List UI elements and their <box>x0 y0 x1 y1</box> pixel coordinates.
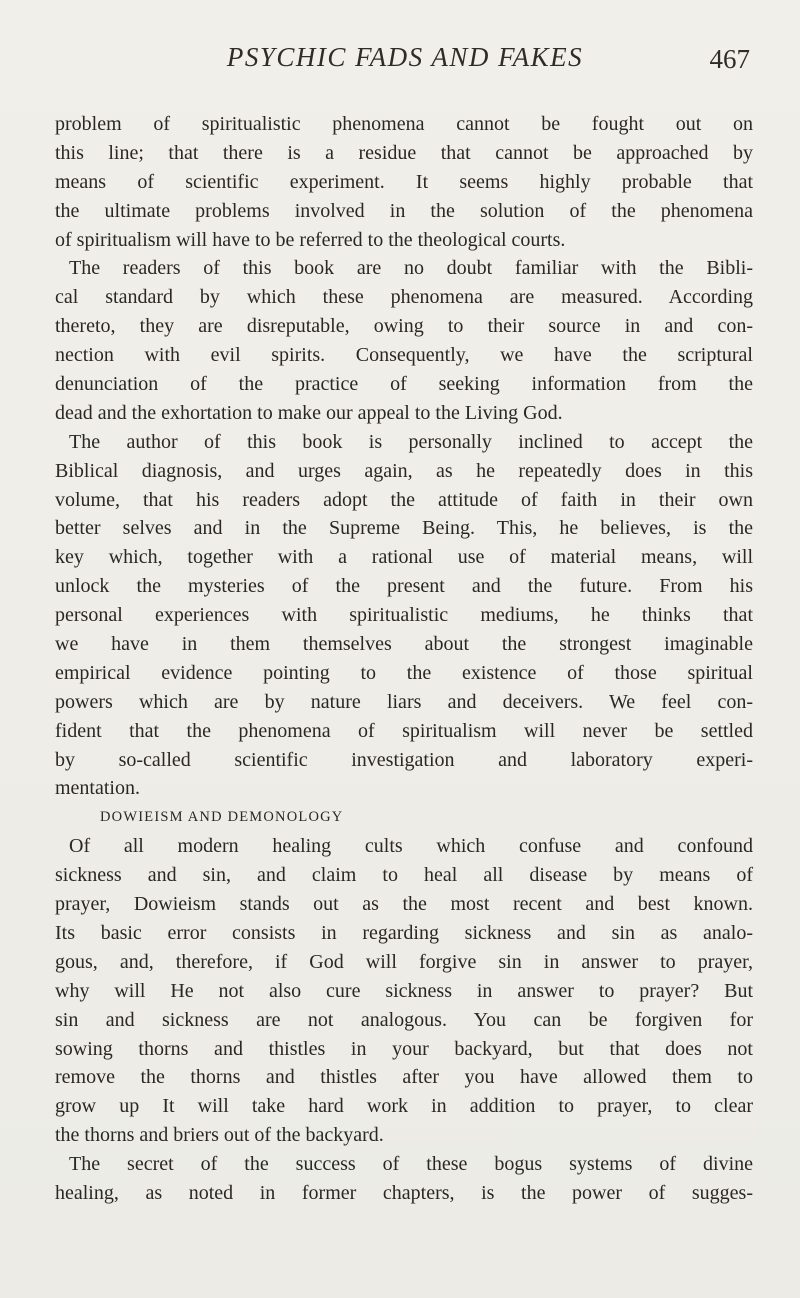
text-line: means of scientific experiment. It seems highly probable that <box>55 170 753 193</box>
text-line: nection with evil spirits. Consequently, we have the scriptural <box>55 344 753 367</box>
text-line: powers which are by nature liars and deceivers. We feel con- <box>55 690 753 713</box>
text-line: sowing thorns and thistles in your backyard, but that does not <box>55 1037 753 1060</box>
text-line: remove the thorns and thistles after you have allowed them to <box>55 1066 753 1089</box>
text-line: volume, that his readers adopt the attitude of faith in their own <box>55 488 753 511</box>
text-line: dead and the exhortation to make our appeal to the Living God. <box>55 401 563 424</box>
text-line: The readers of this book are no doubt familiar with the Bibli- <box>69 257 753 280</box>
text-line: why will He not also cure sickness in answer to prayer? But <box>55 979 753 1002</box>
page-header <box>60 42 750 82</box>
body-text <box>55 110 753 1208</box>
text-line: the thorns and briers out of the backyard. <box>55 1124 384 1147</box>
text-line: The author of this book is personally inclined to accept the <box>69 430 753 453</box>
page-number: 467 <box>709 44 750 74</box>
text-line: of spiritualism will have to be referred to the theological courts. <box>55 228 566 251</box>
text-line: empirical evidence pointing to the existence of those spiritual <box>55 661 753 684</box>
text-line: thereto, they are disreputable, owing to their source in and con- <box>55 315 753 338</box>
section-heading: DOWIEISM AND DEMONOLOGY <box>100 809 344 826</box>
text-line: fident that the phenomena of spiritualism will never be settled <box>55 719 753 742</box>
text-line: the ultimate problems involved in the solution of the phenomena <box>55 199 753 222</box>
text-line: better selves and in the Supreme Being. This, he believes, is the <box>55 517 753 540</box>
text-line: unlock the mysteries of the present and the future. From his <box>55 575 753 598</box>
text-line: problem of spiritualistic phenomena cannot be fought out on <box>55 113 753 135</box>
text-line: key which, together with a rational use of material means, will <box>55 546 753 569</box>
text-line: grow up It will take hard work in addition to prayer, to clear <box>55 1095 753 1118</box>
text-line: mentation. <box>55 777 140 800</box>
text-line: cal standard by which these phenomena are measured. According <box>55 286 753 309</box>
text-line: gous, and, therefore, if God will forgive sin in answer to prayer, <box>55 950 753 973</box>
text-line: The secret of the success of these bogus systems of divine <box>69 1153 753 1176</box>
text-line: personal experiences with spiritualistic mediums, he thinks that <box>55 604 753 627</box>
running-title: PSYCHIC FADS AND FAKES <box>226 42 584 72</box>
text-line: Biblical diagnosis, and urges again, as he repeatedly does in this <box>55 459 753 482</box>
text-line: healing, as noted in former chapters, is the power of sugges- <box>55 1181 753 1204</box>
text-line: Its basic error consists in regarding sickness and sin as analo- <box>55 921 753 944</box>
text-line: we have in them themselves about the strongest imaginable <box>55 633 753 656</box>
text-line: sin and sickness are not analogous. You can be forgiven for <box>55 1008 753 1031</box>
text-line: prayer, Dowieism stands out as the most recent and best known. <box>55 893 753 916</box>
text-line: Of all modern healing cults which confuse and confound <box>69 835 753 858</box>
text-line: denunciation of the practice of seeking information from the <box>55 373 753 396</box>
text-line: this line; that there is a residue that cannot be approached by <box>55 141 753 164</box>
text-line: by so-called scientific investigation and laboratory experi- <box>55 748 753 771</box>
text-line: sickness and sin, and claim to heal all disease by means of <box>55 864 753 887</box>
